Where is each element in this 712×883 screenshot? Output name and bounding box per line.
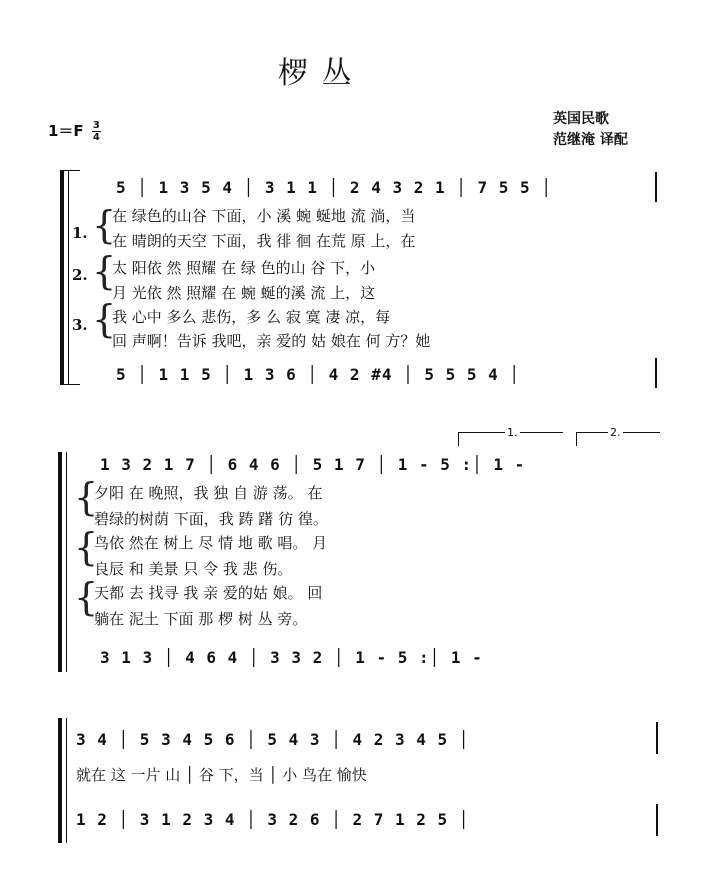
system-2-melody: 1 3 2 1 7 │ 6 4 6 │ 5 1 7 │ 1 - 5 :│ 1 - (100, 455, 526, 474)
verse-brace-6: { (74, 575, 99, 619)
system-3-bass: 1 2 │ 3 1 2 3 4 │ 3 2 6 │ 2 7 1 2 5 │ (76, 810, 470, 829)
volta-2-hook (576, 432, 577, 446)
verse-brace-2: { (92, 249, 117, 293)
verse-number-2: 2. (72, 266, 88, 284)
system-2-lyric-3: 鸟依 然在 树上 尽 情 地 歌 唱。 月 (94, 534, 328, 552)
system-1-bass: 5 │ 1 1 5 │ 1 3 6 │ 4 2 #4 │ 5 5 5 4 │ (116, 365, 521, 384)
credit-origin: 英国民歌 (553, 111, 609, 127)
system-2-lyric-2: 碧绿的树荫 下面，我 踌 躇 彷 徨。 (94, 510, 328, 528)
song-title: 椤 丛 (278, 56, 354, 91)
system-2-bracket (58, 452, 62, 672)
time-signature (92, 120, 101, 143)
volta-2-label: 2. (610, 426, 621, 439)
system-1-lyric-5: 我 心中 多么 悲伤，多 么 寂 寞 凄 凉，每 (112, 308, 391, 326)
system-2-lyric-5: 天都 去 找寻 我 亲 爱的姑 娘。 回 (94, 584, 323, 602)
system-3-melody: 3 4 │ 5 3 4 5 6 │ 5 4 3 │ 4 2 3 4 5 │ (76, 730, 470, 749)
system-1-bracket-bottom (60, 384, 80, 385)
system-1-bracket-top (60, 170, 80, 171)
system-1-melody: 5 │ 1 3 5 4 │ 3 1 1 │ 2 4 3 2 1 │ 7 5 5 │ (116, 178, 552, 197)
system-2-lyric-1: 夕阳 在 晚照，我 独 自 游 荡。 在 (94, 484, 323, 502)
system-2-bass: 3 1 3 │ 4 6 4 │ 3 3 2 │ 1 - 5 :│ 1 - (100, 648, 483, 667)
verse-brace-4: { (74, 475, 99, 519)
system-1-lyric-6: 回 声啊！告诉 我吧，亲 爱的 姑 娘在 何 方？她 (112, 332, 431, 350)
system-1-end-barline-bass (655, 358, 657, 388)
system-1-bracket-line (68, 170, 69, 385)
key-signature (48, 120, 101, 143)
system-3-end-barline (656, 722, 658, 754)
system-1-lyric-3: 太 阳依 然 照耀 在 绿 色的山 谷 下，小 (112, 259, 376, 277)
key-label: 1＝F (48, 122, 84, 140)
verse-brace-5: { (74, 525, 99, 569)
system-2-bracket-line (66, 452, 67, 672)
time-numerator: 3 (92, 120, 100, 131)
system-1-bracket (60, 170, 64, 385)
time-denominator: 4 (92, 132, 100, 143)
system-2-lyric-4: 良辰 和 美景 只 令 我 悲 伤。 (94, 560, 293, 578)
volta-1-label: 1. (507, 426, 518, 439)
system-1-lyric-2: 在 晴朗的天空 下面，我 徘 徊 在荒 原 上，在 (112, 232, 416, 250)
system-2-lyric-6: 躺在 泥土 下面 那 椤 树 丛 旁。 (94, 610, 308, 628)
system-3-lyric-1: 就在 这 一片 山 │ 谷 下，当 │ 小 鸟在 愉快 (76, 766, 367, 784)
volta-1-hook (458, 432, 459, 446)
verse-number-3: 3. (72, 316, 88, 334)
verse-brace-3: { (92, 297, 117, 341)
credit-translator: 范继淹 译配 (553, 132, 628, 148)
verse-brace-1: { (92, 203, 117, 247)
system-3-end-barline-bass (656, 804, 658, 836)
system-1-lyric-4: 月 光依 然 照耀 在 蜿 蜒的溪 流 上，这 (112, 284, 376, 302)
system-1-end-barline (655, 172, 657, 202)
system-1-lyric-1: 在 绿色的山谷 下面，小 溪 蜿 蜒地 流 淌，当 (112, 207, 416, 225)
system-3-bracket (58, 718, 62, 843)
verse-number-1: 1. (72, 224, 88, 242)
system-3-bracket-line (66, 718, 67, 843)
